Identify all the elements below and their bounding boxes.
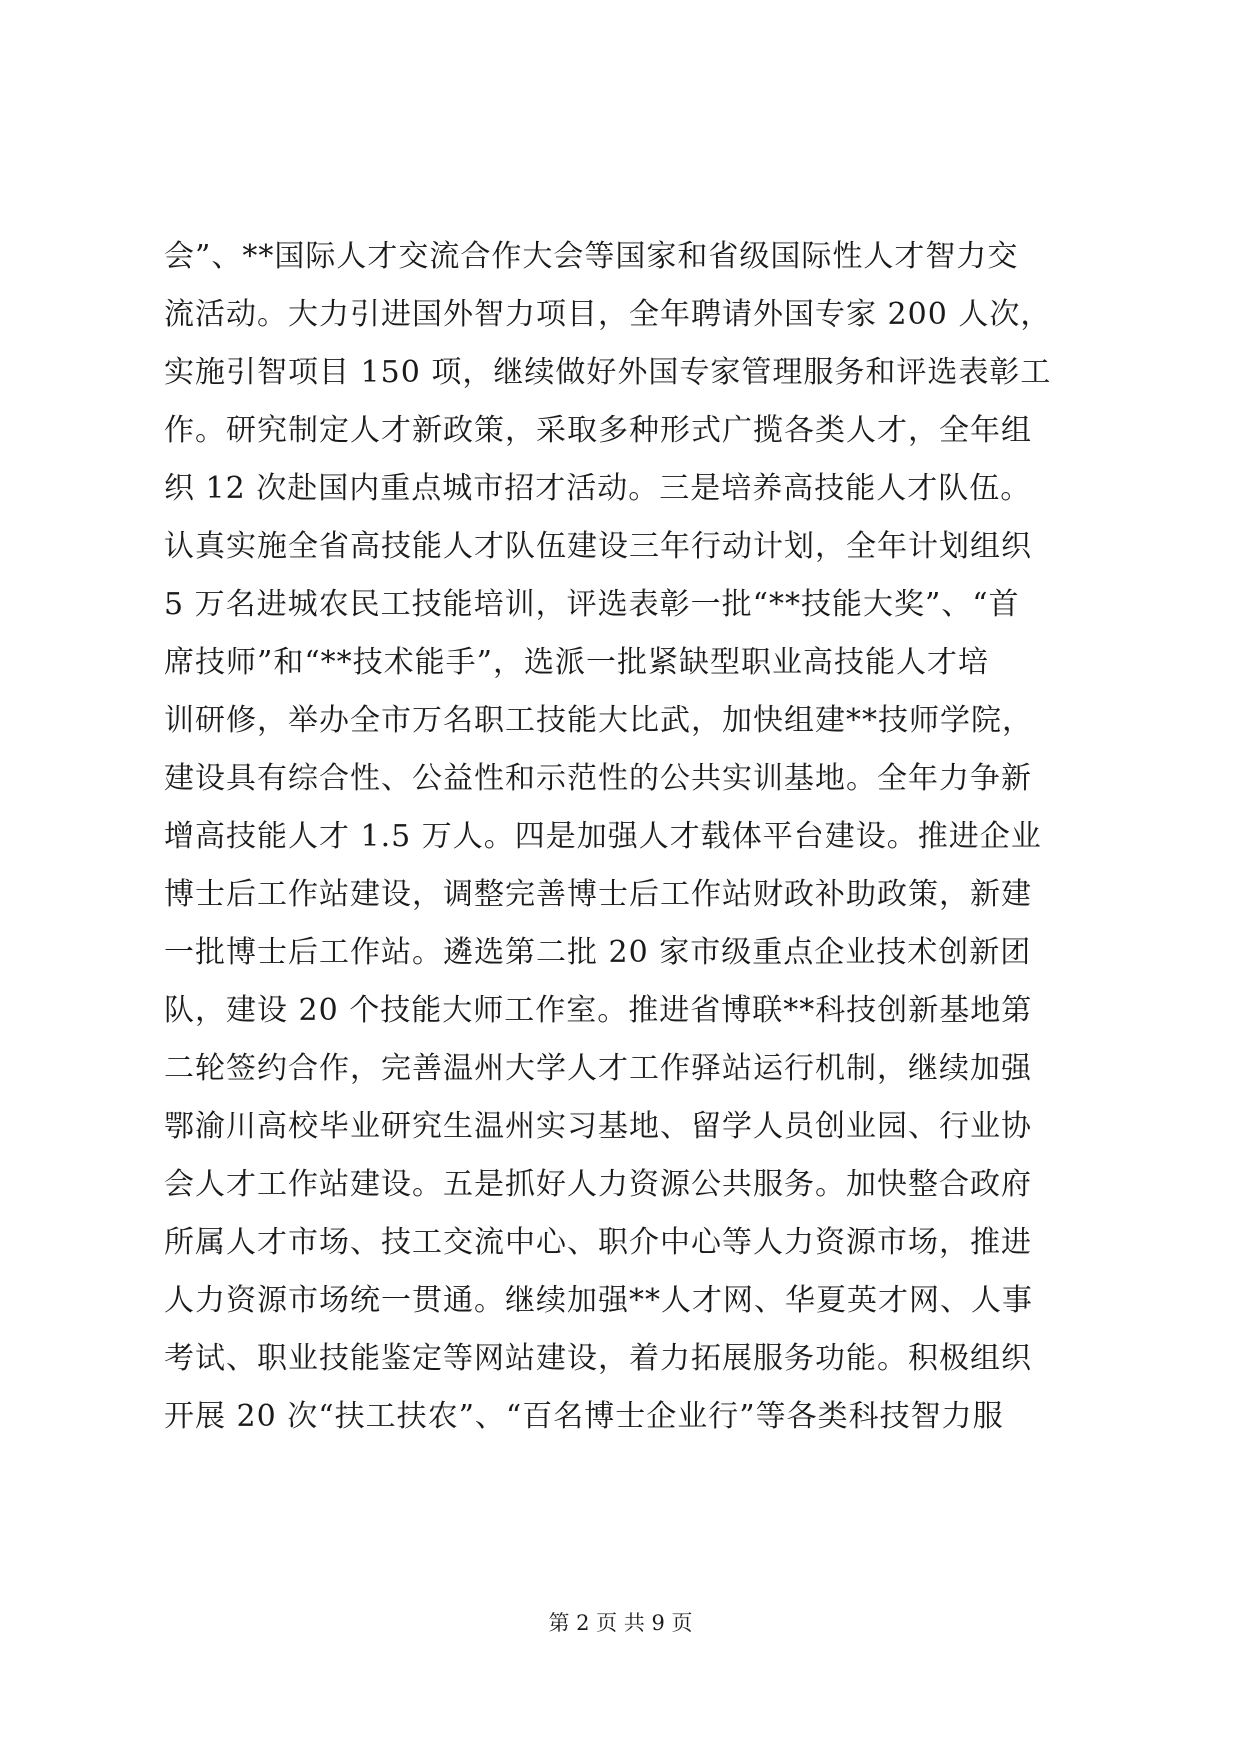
text-line: 鄂渝川高校毕业研究生温州实习基地、留学人员创业园、行业协: [164, 1109, 1032, 1144]
text-line: 席技师”和“**技术能手”，选派一批紧缺型职业高技能人才培: [164, 645, 990, 680]
text-line: 织 12 次赴国内重点城市招才活动。三是培养高技能人才队伍。: [164, 471, 1032, 506]
text-line: 增高技能人才 1.5 万人。四是加强人才载体平台建设。推进企业: [164, 819, 1042, 854]
text-line: 会人才工作站建设。五是抓好人力资源公共服务。加快整合政府: [164, 1167, 1032, 1202]
text-line: 训研修，举办全市万名职工技能大比武，加快组建**技师学院，: [164, 703, 1033, 738]
text-line: 建设具有综合性、公益性和示范性的公共实训基地。全年力争新: [164, 761, 1032, 796]
text-line: 博士后工作站建设，调整完善博士后工作站财政补助政策，新建: [164, 877, 1032, 912]
text-line: 流活动。大力引进国外智力项目，全年聘请外国专家 200 人次，: [164, 297, 1052, 332]
text-line: 开展 20 次“扶工扶农”、“百名博士企业行”等各类科技智力服: [164, 1399, 1004, 1434]
text-line: 考试、职业技能鉴定等网站建设，着力拓展服务功能。积极组织: [164, 1341, 1032, 1376]
text-line: 所属人才市场、技工交流中心、职介中心等人力资源市场，推进: [164, 1225, 1032, 1260]
text-line: 一批博士后工作站。遴选第二批 20 家市级重点企业技术创新团: [164, 935, 1032, 970]
text-line: 认真实施全省高技能人才队伍建设三年行动计划，全年计划组织: [164, 529, 1032, 564]
page-number-footer: 第 2 页 共 9 页: [548, 1611, 693, 1635]
text-line: 人力资源市场统一贯通。继续加强**人才网、华夏英才网、人事: [164, 1283, 1033, 1318]
text-line: 队，建设 20 个技能大师工作室。推进省博联**科技创新基地第: [164, 993, 1033, 1028]
body-paragraph: [164, 228, 1084, 1446]
text-line: 5 万名进城农民工技能培训，评选表彰一批“**技能大奖”、“首: [164, 587, 1020, 622]
text-line: 二轮签约合作，完善温州大学人才工作驿站运行机制，继续加强: [164, 1051, 1032, 1086]
text-line: 会”、**国际人才交流合作大会等国家和省级国际性人才智力交: [164, 239, 1019, 274]
text-line: 实施引智项目 150 项，继续做好外国专家管理服务和评选表彰工: [164, 355, 1052, 390]
text-line: 作。研究制定人才新政策，采取多种形式广揽各类人才，全年组: [164, 413, 1032, 448]
